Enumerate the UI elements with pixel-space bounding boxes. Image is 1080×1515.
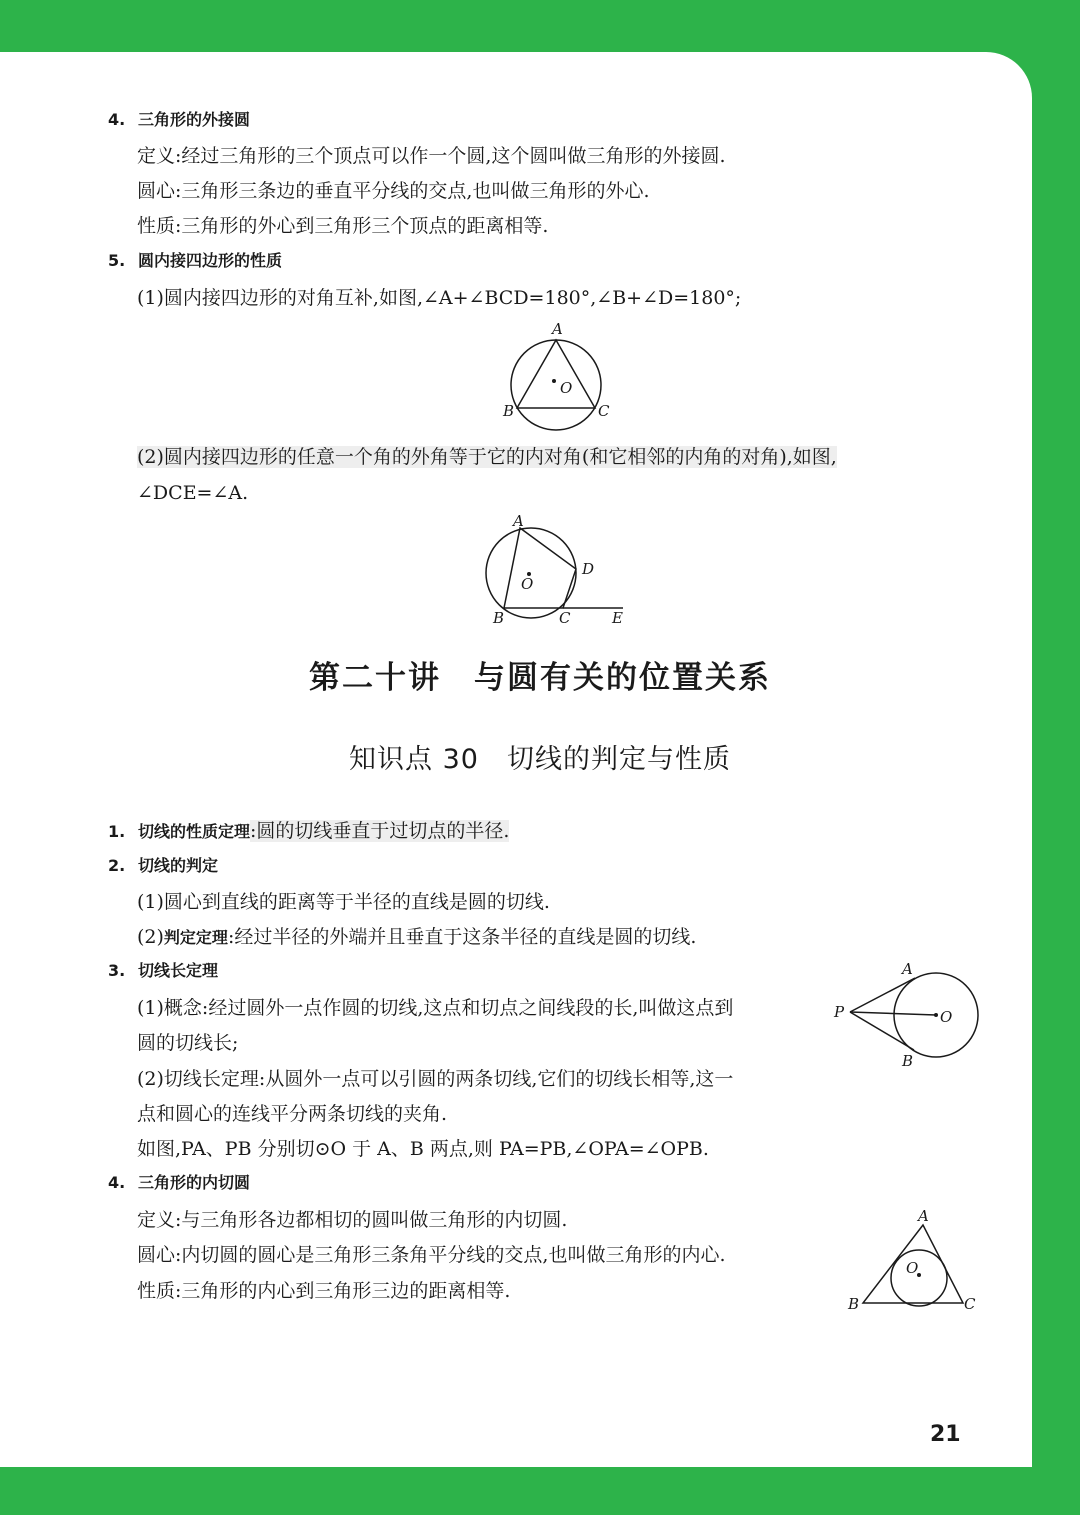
circumcircle-property: 性质:三角形的外心到三角形三个顶点的距离相等. xyxy=(137,215,549,237)
label-b: B xyxy=(493,609,505,627)
center-dot xyxy=(934,1013,938,1017)
tangent-pb xyxy=(850,1012,914,1050)
incircle-definition: 定义:与三角形各边都相切的圆叫做三角形的内切圆. xyxy=(137,1209,568,1231)
label-c: C xyxy=(598,402,610,420)
cyclic-quad-item-2: (2)圆内接四边形的任意一个角的外角等于它的内对角(和它相邻的内角的对角),如图, xyxy=(137,446,837,468)
tangent-length-line-4: 点和圆心的连线平分两条切线的夹角. xyxy=(137,1103,448,1125)
tangent-criterion-item-1: (1)圆心到直线的距离等于半径的直线是圆的切线. xyxy=(137,891,550,913)
incircle-center: 圆心:内切圆的圆心是三角形三条角平分线的交点,也叫做三角形的内心. xyxy=(137,1244,726,1266)
section-title: 三角形的外接圆 xyxy=(138,110,251,129)
center-dot xyxy=(552,379,556,383)
label-a: A xyxy=(513,512,524,530)
section-title: 切线的性质定理 xyxy=(138,822,251,841)
figure-cyclic-quadrilateral xyxy=(480,510,640,630)
figure-inscribed-triangle xyxy=(490,320,630,425)
lecture-title: 第二十讲 与圆有关的位置关系 xyxy=(309,660,771,696)
tangent-length-heading xyxy=(108,960,218,982)
section-number: 3. xyxy=(108,961,126,980)
section-title: 圆内接四边形的性质 xyxy=(138,251,283,270)
section-title: 三角形的内切圆 xyxy=(138,1173,251,1192)
section-number: 5. xyxy=(108,251,126,270)
tangent-length-line-5: 如图,PA、PB 分别切⊙O 于 A、B 两点,则 PA=PB,∠OPA=∠OPB. xyxy=(137,1138,709,1160)
tangent-length-line-3: (2)切线长定理:从圆外一点可以引圆的两条切线,它们的切线长相等,这一 xyxy=(137,1068,734,1090)
cyclic-quad-item-2-formula: ∠DCE=∠A. xyxy=(137,482,249,504)
label-o: O xyxy=(940,1008,953,1026)
segment-po xyxy=(850,1012,936,1015)
tangent-length-line-1: (1)概念:经过圆外一点作圆的切线,这点和切点之间线段的长,叫做这点到 xyxy=(137,997,734,1019)
tangent-criterion-item-2: (2)判定定理:经过半径的外端并且垂直于这条半径的直线是圆的切线. xyxy=(137,926,697,948)
knowledge-point-title: 知识点 30 切线的判定与性质 xyxy=(349,744,731,775)
section-number: 2. xyxy=(108,856,126,875)
label-e: E xyxy=(612,609,623,627)
label-b: B xyxy=(503,402,515,420)
label-c: C xyxy=(964,1295,976,1313)
label-a: A xyxy=(552,320,563,338)
section-heading-circumcircle xyxy=(108,109,250,131)
quadrilateral-shape xyxy=(504,528,576,608)
tangent-property-text: :圆的切线垂直于过切点的半径. xyxy=(250,820,510,842)
circle-shape xyxy=(486,528,576,618)
label-o: O xyxy=(560,379,573,397)
label-b: B xyxy=(902,1052,914,1070)
label-c: C xyxy=(559,609,571,627)
circumcircle-center: 圆心:三角形三条边的垂直平分线的交点,也叫做三角形的外心. xyxy=(137,180,650,202)
section-heading-cyclic-quad xyxy=(108,250,282,272)
figure-tangent-lines xyxy=(830,960,1000,1070)
circumcircle-definition: 定义:经过三角形的三个顶点可以作一个圆,这个圆叫做三角形的外接圆. xyxy=(137,145,726,167)
tangent-pa xyxy=(850,978,915,1012)
incircle-heading xyxy=(108,1172,250,1194)
section-number: 4. xyxy=(108,110,126,129)
section-title: 切线长定理 xyxy=(138,961,219,980)
label-d: D xyxy=(582,560,595,578)
label-p: P xyxy=(834,1003,845,1021)
triangle-shape xyxy=(517,340,595,408)
tangent-criterion-heading xyxy=(108,855,218,877)
label-o: O xyxy=(906,1259,919,1277)
tangent-length-line-2: 圆的切线长; xyxy=(137,1032,239,1054)
label-b: B xyxy=(848,1295,860,1313)
tangent-property-heading xyxy=(108,820,509,843)
label-a: A xyxy=(918,1207,929,1225)
incircle-shape xyxy=(891,1250,947,1306)
circle-shape xyxy=(511,340,601,430)
section-number: 4. xyxy=(108,1173,126,1192)
section-number: 1. xyxy=(108,822,126,841)
section-title: 切线的判定 xyxy=(138,856,219,875)
cyclic-quad-item-1: (1)圆内接四边形的对角互补,如图,∠A+∠BCD=180°,∠B+∠D=180°; xyxy=(137,287,742,309)
label-a: A xyxy=(902,960,913,978)
page-number: 21 xyxy=(930,1422,961,1447)
label-o: O xyxy=(521,575,534,593)
incircle-property: 性质:三角形的内心到三角形三边的距离相等. xyxy=(137,1280,511,1302)
figure-incircle xyxy=(840,1205,990,1315)
